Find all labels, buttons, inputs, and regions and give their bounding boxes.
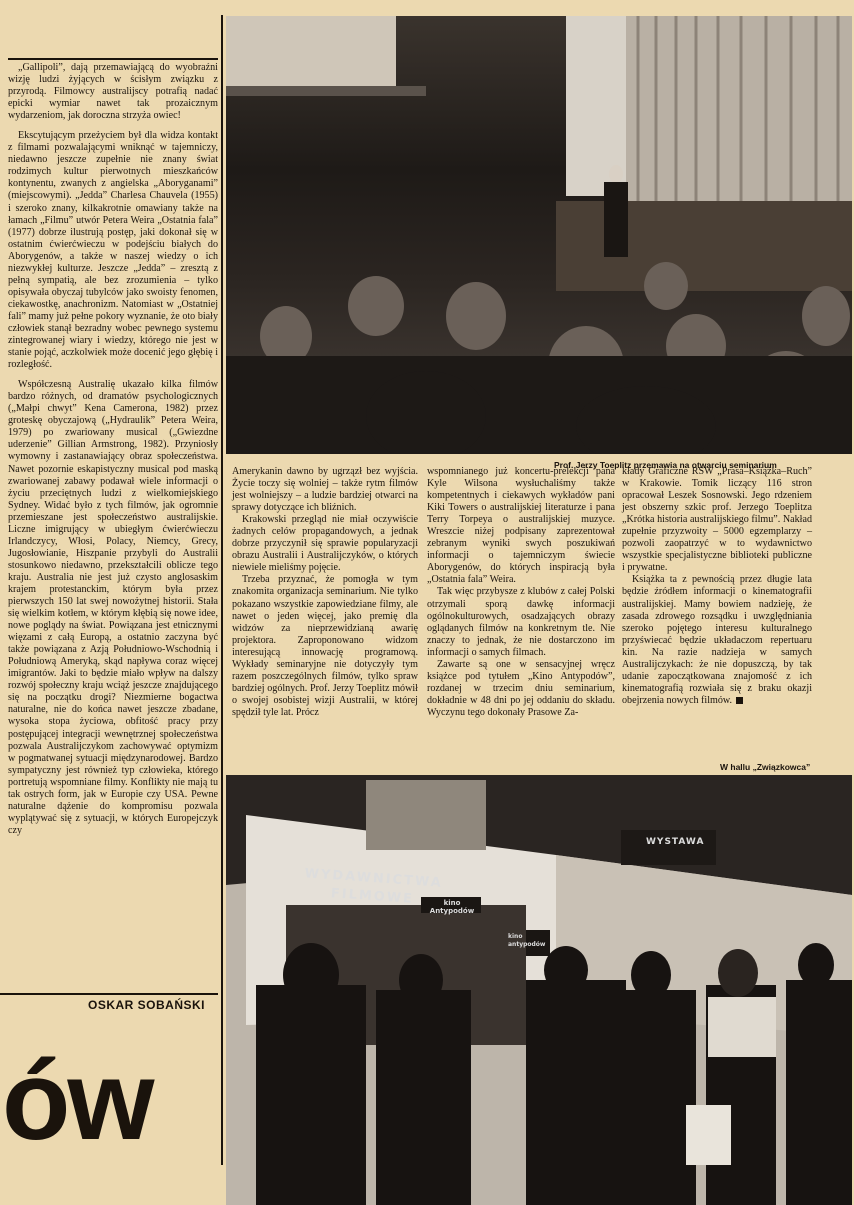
paragraph: Amerykanin dawno by ugrzązł bez wyjścia. Życie toczy się wolniej – także rytm filmów jest wolniejszy – a ludzie bardziej otwarci na sprawy dotyczące ich bliźnich. [232,466,418,514]
wystawa-sign: WYSTAWA [646,837,705,847]
paragraph: Zawarte są one w sensacyjnej wręcz książce pod tytułem „Kino Antypodów”, rozdanej w trzecim dniu seminarium, dokładnie w 48 dni po jej oddaniu do składu. Wyczynu tego dokonały Prasowe Za- [427,658,615,718]
paragraph: wspomnianego już koncertu-prelekcji pana Kyle Wilsona wysłuchaliśmy także kompetentnych i ciekawych wykładów pani Kiki Towers o australijskiej literaturze i pana Terry Torpeya o australijskiej muzyce. Wreszcie niżej podpisany zaprezentował zebranym wyniki swych poszukiwań informacji o tajemniczym świecie Aborygenów, do których inspiracją była „Ostatnia fala” Weira. [427,466,615,586]
paragraph: „Gallipoli”, dają przemawiającą do wyobraźni wizję ludzi żyjących w ścisłym związku z przyrodą. Filmowcy australijscy potrafią nadać epicki wymiar nawet tak prozaicznym wydarzeniom, jak doroczna strzyża owiec! [8,62,218,122]
author-byline: OSKAR SOBAŃSKI [88,998,206,1012]
paragraph: Ekscytującym przeżyciem był dla widza kontakt z filmami pozwalającymi wniknąć w tajemniczy, niedawno jeszcze zupełnie nie znany świat rodzimych kultur pierwotnych mieszkańców kontynentu, zwanych z angielska „Aboryganami” (miejscowymi). „Jedda” Charlesa Chauvela (1955) i szeroko znany, kilkakrotnie omawiany także na łamach „Filmu” utwór Petera Weira „Ostatnia fala” (1977) dobrze ilustrują postęp, jaki dokonał się w ostatnim ćwierćwieczu w podejściu białych do Aborygenów, a także w naszej wiedzy o ich niezwykłej kulturze. Jeszcze „Jedda” – zresztą z pełną sympatią, ale bez zrozumienia – tylko opisywała obyczaj tubylców jako swoisty fenomen, ciekawostkę, anachronizm. Natomiast w „Ostatniej fali” mamy już pełne pokory wyznanie, że oto biały człowiek stanął bezradny wobec pewnego systemu zintegrowanej wiary i wiedzy, którego nie jest w stanie pojąć, aczkolwiek może docenić jego głębię i rozległość. [8,130,218,371]
text-column-left [8,62,218,837]
paragraph-text: Książka ta z pewnością przez długie lata będzie źródłem informacji o kinematografii australijskiej. Mamy bowiem nadzieję, że zasada zdrowego rozsądku i uwzględniania szeroko pojętego interesu kulturalnego przyświecać będzie układaczom repertuaru kin. Na razie nadzieja w samych Australijczykach: że nie dopuszczą, by tak udanie zapoczątkowana znajomość z ich kinematografią rozwiała się z braku okazji obejrzenia nowych filmów. [622,574,812,706]
text-column-mid2 [427,466,615,719]
bottom-photo-caption: W hallu „Związkowca” [720,762,811,772]
paragraph: Trzeba przyznać, że pomogła w tym znakomita organizacja seminarium. Nie tylko pokazano wszystkie zapowiedziane filmy, ale nawet o jeden więcej, jako premię dla widzów za nieprzewidzianą awarię projektora. Zaproponowano widzom interesującą innowację programową. Wykłady seminaryjne nie dotyczyły tym razem poszczególnych filmów, tylko spraw bardziej ogólnych. Prof. Jerzy Toeplitz mówił o swojej osobistej wizji Australii, w której spędził tyle lat. Prócz [232,574,418,718]
hall-photo [226,775,852,1205]
headline-fragment: ów [2,1038,152,1163]
seminar-photo [226,16,852,454]
text-column-mid1 [232,466,418,719]
column-divider [221,15,223,1165]
paragraph: Współczesną Australię ukazało kilka filmów bardzo różnych, od dramatów psychologicznych („Małpi chwyt” Kena Camerona, 1982) przez groteskę obyczajową („Hydraulik” Petera Weira, 1979) po zwariowany musical („Gwiezdne uderzenie” Gillian Armstrong, 1982). Przyniosły wymowny i zastanawiający obraz społeczeństwa. Nawet pozornie eskapistyczny musical pod maską zwariowanej zabawy podawał wiele informacji o życiu przeciętnych ludzi z wielkomiejskiego Sydney. Widać było z tych filmów, jak ogromnie przemieszane jest społeczeństwo australijskie. Liczne imigrujący w ubiegłym ćwierćwieczu Irlandczycy, Włosi, Polacy, Niemcy, Grecy, Jugosłowianie, Hiszpanie przybyli do Australii stosunkowo niedawno, przekształcili oblicze tego kraju. Australia nie jest już czysto anglosaskim krajem protestanckim, którym była przez pierwszych 150 lat swej nowożytnej historii. Stała się wielkim kotłem, w którym kłębią się nowe idee, nowe poglądy na świat. Powiązana jest etnicznymi więzami z całą Europą, a ostatnio zaczyna być także powiązana z Azją Południowo-Wschodnią i Południową Ameryką, skąd napływa coraz więcej imigrantów. Jaki to będzie miało wpływ na dalszy rozwój społeczny kraju wciąż jeszcze znajdującego się na początku drogi? Niezmierne bogactwa naturalne, nie do końca nawet jeszcze zbadane, wysoka stopa życiowa, obfitość pracy przy postępującej integracji wewnętrznej społeczeństwa pozwala Australijczykom zachowywać optymizm w pogmatwanej sytuacji międzynarodowej. Bardzo sympatyczny jest również typ człowieka, którego portretują wspomniane filmy. Konflikty nie mają tu tak ostrych form, jak w Europie czy USA. Pewne naturalne dążenie do kompromisu pozwala wyplątywać się z sytuacji, w których Europejczyk czy [8,379,218,836]
paragraph: kłady Graficzne RSW „Prasa–Książka–Ruch” w Krakowie. Tomik liczący 116 stron opracował Leszek Sosnowski. Jego rdzeniem jest obszerny szkic prof. Jerzego Toeplitza „Krótka historia australijskiego filmu”. Nakład zupełnie przyzwoity – 5000 egzemplarzy – pozwoli zaopatrzyć w to wydawnictwo wszystkie specjalistyczne biblioteki publiczne i prywatne. [622,466,812,574]
top-rule [8,58,218,60]
end-mark-icon [736,697,743,704]
publisher-sign: WYDAWNICTWA FILMOWE [304,866,444,907]
author-rule [0,993,218,995]
paragraph: Krakowski przegląd nie miał oczywiście żadnych celów propagandowych, a jednak dobrze przyczynił się sprawie popularyzacji obrazu Australii i Australijczyków, o których niewiele mieliśmy pojęcie. [232,514,418,574]
paragraph [622,574,812,707]
paragraph: Tak więc przybysze z klubów z całej Polski otrzymali sporą dawkę informacji ogólnokulturowych, osadzających obrazy oglądanych filmów na konkretnym tle. Nie znaczy to jednak, że nie dostarczono im informacji o samych filmach. [427,586,615,658]
kino-sign: kino Antypodów [429,899,475,915]
kino-sign-small: kino antypodów [508,933,546,948]
text-column-right [622,466,812,707]
top-photo-caption: Prof. Jerzy Toeplitz przemawia na otwarciu seminarium [554,460,777,470]
